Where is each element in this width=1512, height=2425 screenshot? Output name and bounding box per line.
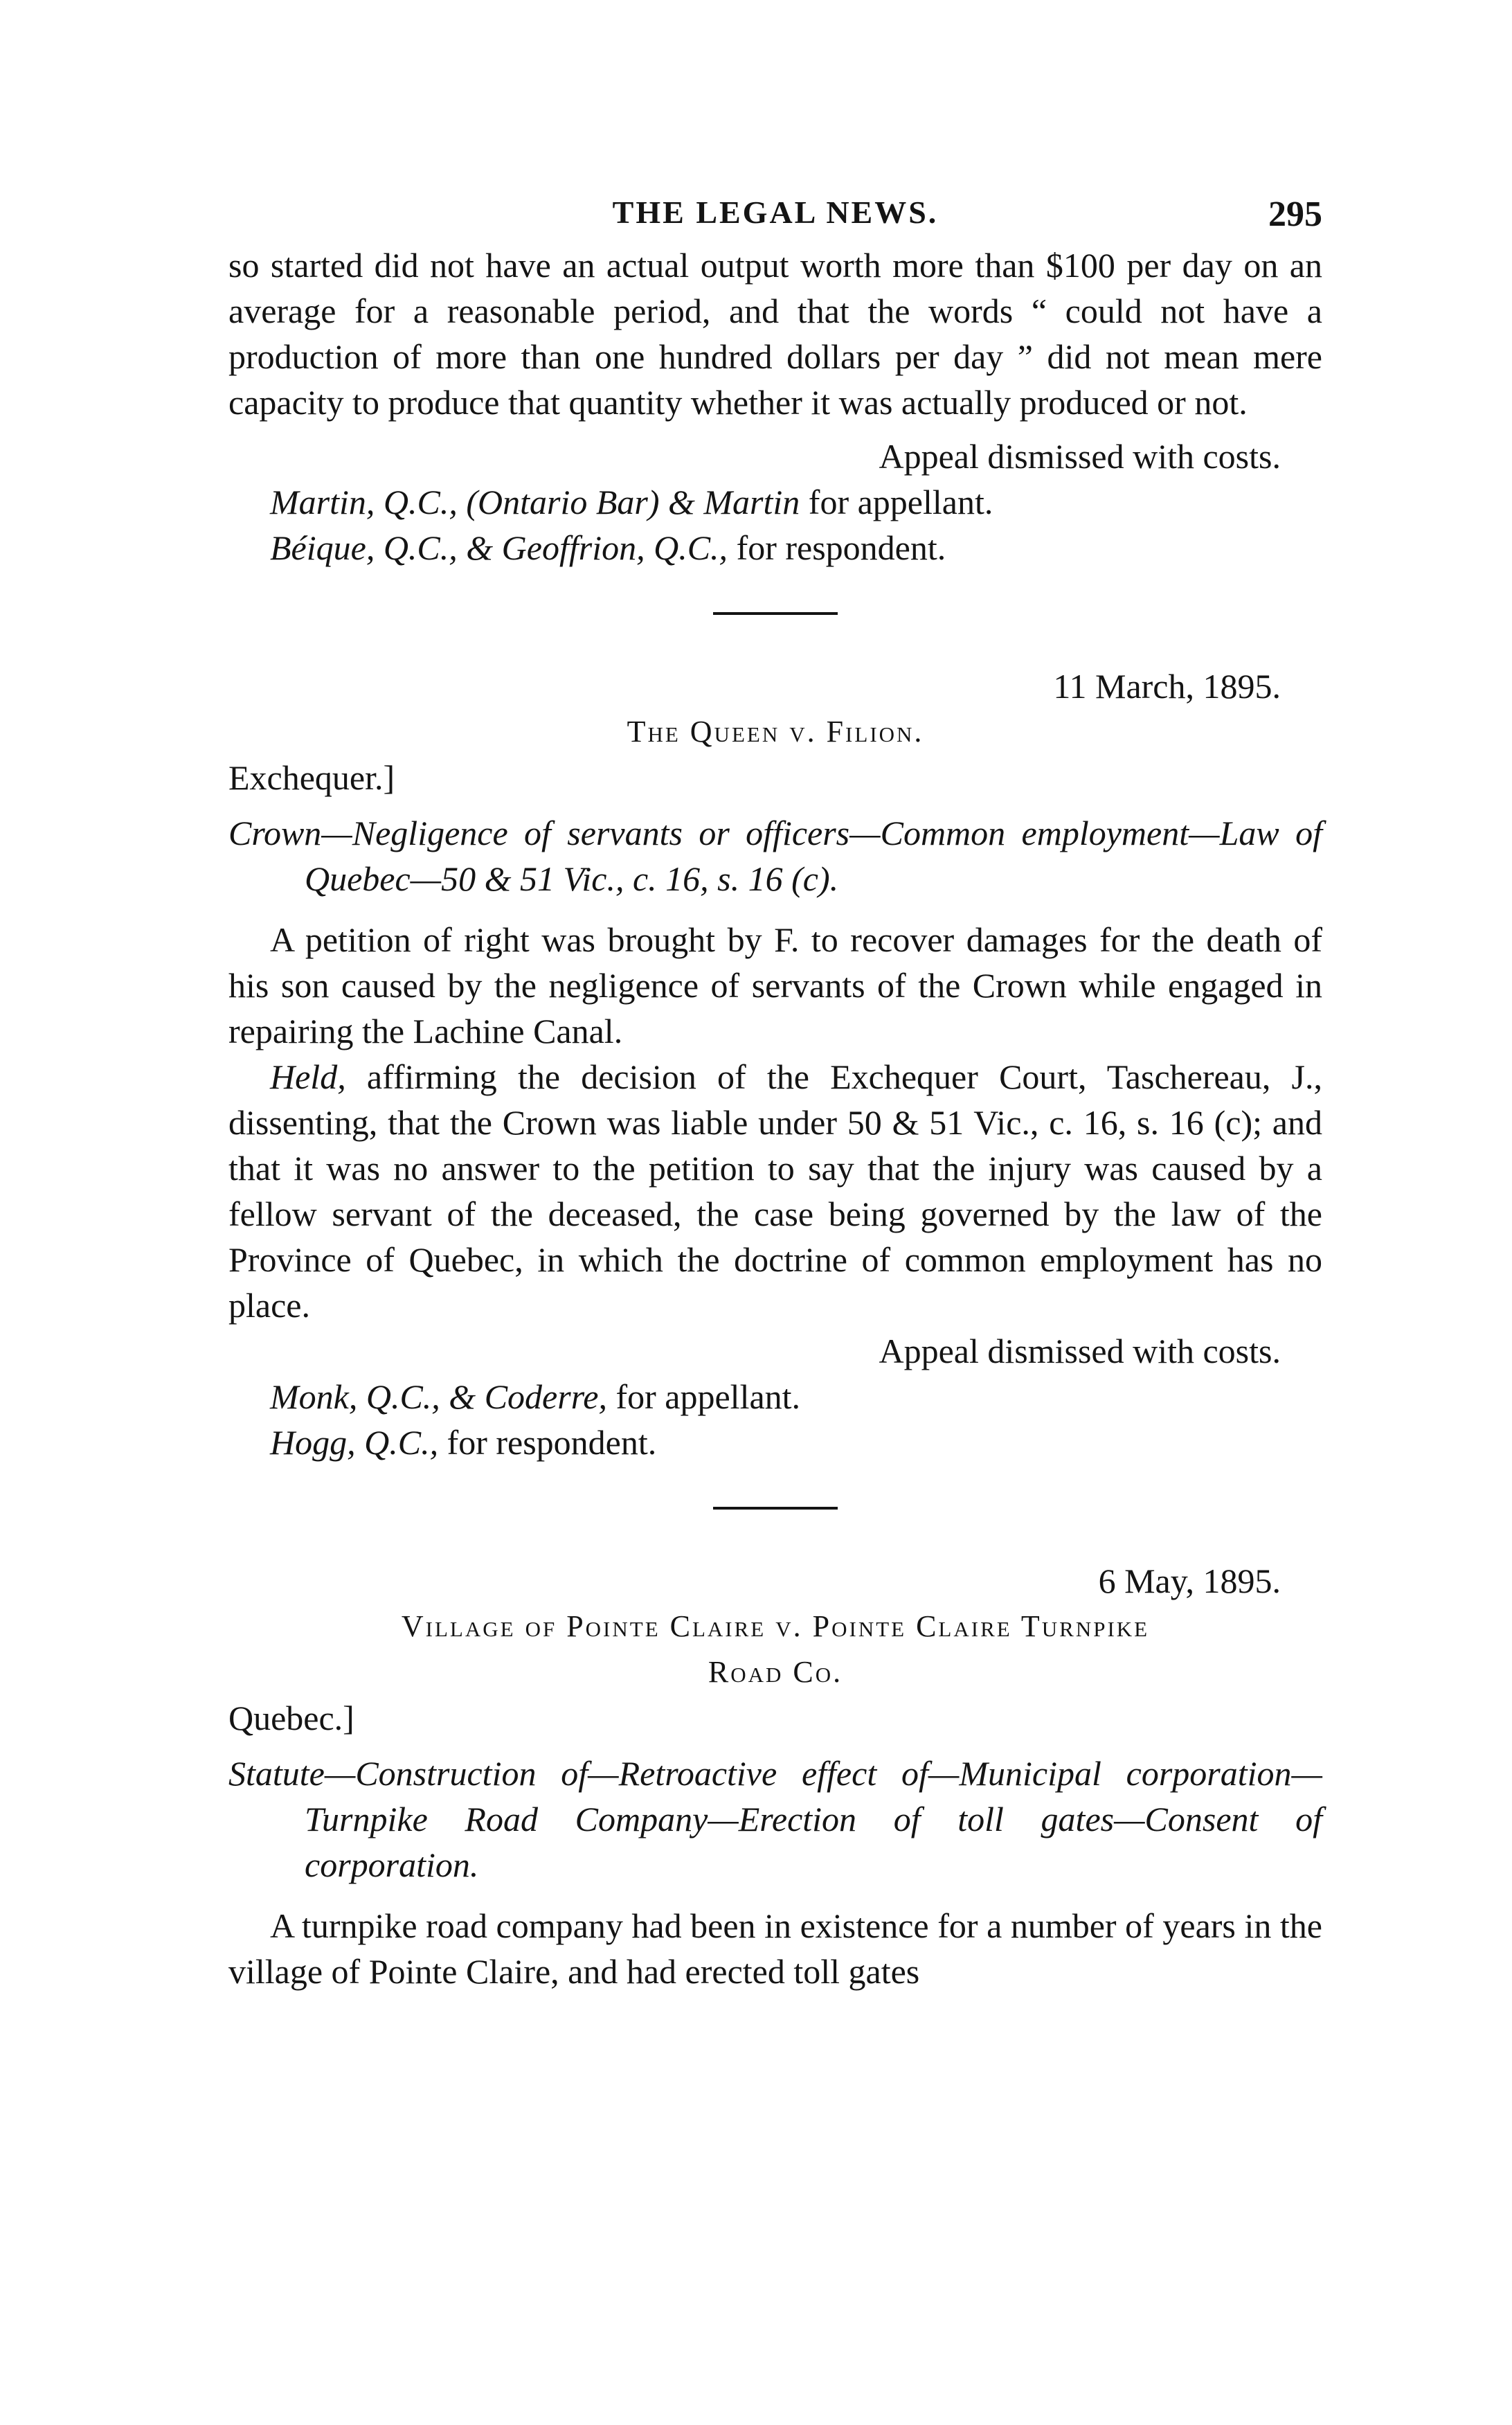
counsel-names: Monk, Q.C., & Coderre, xyxy=(270,1377,607,1416)
counsel-names: Hogg, Q.C., xyxy=(270,1423,439,1462)
case2-result: Appeal dismissed with costs. xyxy=(879,1332,1281,1370)
counsel-role: for respondent. xyxy=(728,528,946,567)
case3-date: 6 May, 1895. xyxy=(1098,1562,1281,1600)
case2-counsel-appellant xyxy=(228,1374,1322,1420)
case2-title: The Queen v. Filion. xyxy=(627,715,924,749)
counsel-role: for appellant. xyxy=(800,483,993,521)
section-divider xyxy=(713,612,838,615)
case3-court: Quebec.] xyxy=(228,1699,354,1737)
case1-counsel-appellant xyxy=(228,479,1322,525)
document-page xyxy=(228,187,1322,1994)
counsel-role: for respondent. xyxy=(438,1423,657,1462)
case1-counsel-respondent xyxy=(228,525,1322,571)
counsel-names: Martin, Q.C., (Ontario Bar) & Martin xyxy=(270,483,800,521)
case3-title-line1: Village of Pointe Claire v. Pointe Claire Turnpike xyxy=(401,1609,1150,1643)
case2-headnote: Crown—Negligence of servants or officers—Common employment—Law of Quebec—50 & 51 Vic., c. 16, s. 16 (c). xyxy=(228,814,1322,898)
section-divider xyxy=(713,1507,838,1510)
page-header xyxy=(228,187,1322,242)
case2-date: 11 March, 1895. xyxy=(1053,667,1281,706)
counsel-role: for appellant. xyxy=(607,1377,801,1416)
counsel-names: Béique, Q.C., & Geoffrion, Q.C., xyxy=(270,528,728,567)
case3-headnote: Statute—Construction of—Retroactive effect of—Municipal corporation—Turnpike Road Company—Erection of toll gates—Consent of corporation. xyxy=(228,1754,1322,1884)
running-title: THE LEGAL NEWS. xyxy=(612,195,939,230)
held-word: Held, xyxy=(270,1057,346,1096)
case1-continuation: so started did not have an actual output worth more than $100 per day on an average for a reasonable period, and that the words “ could not have a production of more than one hundred dollars per day ” did not mean mere capacity to produce that quantity whether it was actually produced or not. xyxy=(228,246,1322,422)
case2-court: Exchequer.] xyxy=(228,758,395,797)
case1-result: Appeal dismissed with costs. xyxy=(879,437,1281,476)
case3-facts: A turnpike road company had been in existence for a number of years in the village of Pointe Claire, and had erected toll gates xyxy=(228,1906,1322,1991)
case2-facts: A petition of right was brought by F. to recover damages for the death of his son caused by the negligence of servants of the Crown while engaged in repairing the Lachine Canal. xyxy=(228,920,1322,1050)
page-number: 295 xyxy=(1268,195,1322,234)
case2-holding xyxy=(228,1054,1322,1328)
held-text: affirming the decision of the Exchequer Court, Taschereau, J., dissenting, that the Crown was liable under 50 & 51 Vic., c. 16, s. 16 (c); and that it was no answer to the petition to say that the injury was caused by a fellow servant of the deceased, the case being governed by the law of the Province of Quebec, in which the doctrine of common employment has no place. xyxy=(228,1057,1322,1325)
case2-counsel-respondent xyxy=(228,1420,1322,1465)
case3-title-line2: Road Co. xyxy=(708,1655,843,1689)
